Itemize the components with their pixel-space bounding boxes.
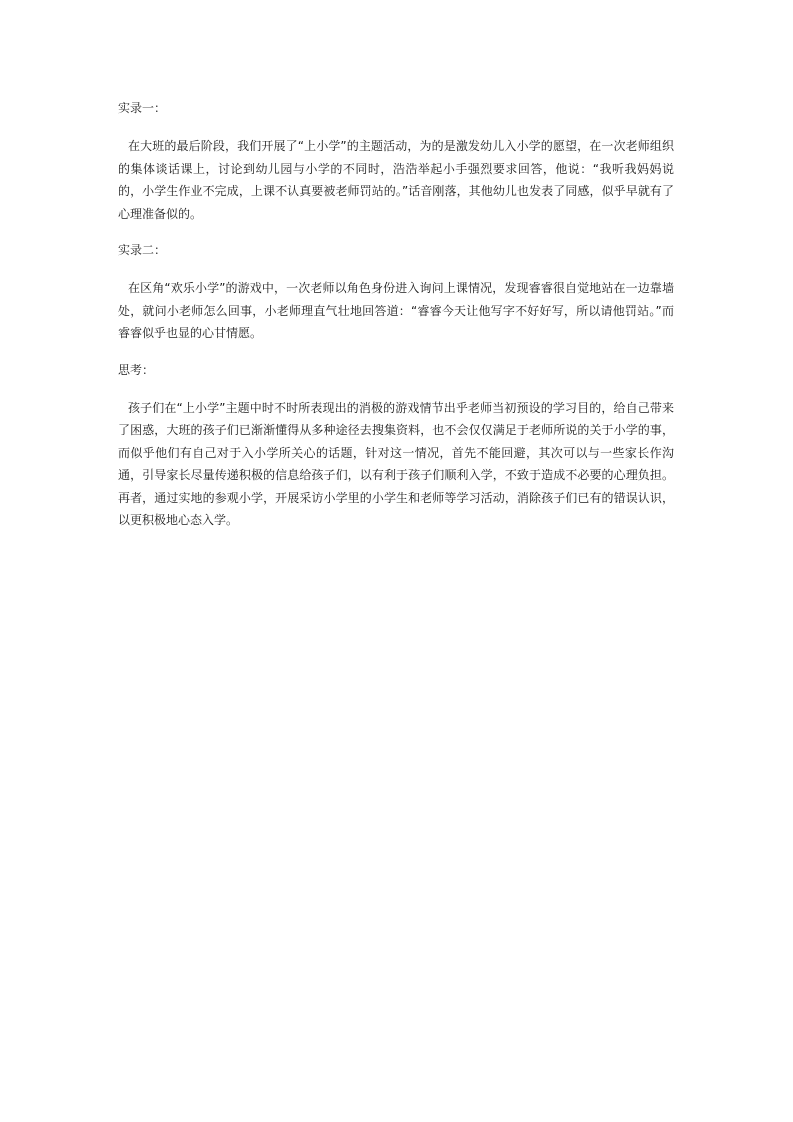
document-body [118, 97, 674, 532]
section-paragraph-record-one: 在大班的最后阶段，我们开展了“上小学”的主题活动，为的是激发幼儿入小学的愿望，在一次老师组织的集体谈话课上，讨论到幼儿园与小学的不同时，浩浩举起小手强烈要求回答，他说：“我听我妈妈说的，小学生作业不完成，上课不认真要被老师罚站的。”话音刚落，其他幼儿也发表了同感，似乎早就有了心理准备似的。 [118, 139, 674, 221]
section-paragraph-record-two: 在区角“欢乐小学”的游戏中，一次老师以角色身份进入询问上课情况，发现睿睿很自觉地站在一边靠墙处，就问小老师怎么回事，小老师理直气壮地回答道：“睿睿今天让他写字不好好写，所以请他罚站。”而睿睿似乎也显的心甘情愿。 [118, 281, 674, 340]
section-heading-reflection: 思考： [118, 362, 155, 377]
section-heading-record-two: 实录二： [118, 243, 167, 257]
section-heading-record-one: 实录一： [118, 101, 167, 115]
section-paragraph-reflection: 孩子们在“上小学”主题中时不时所表现出的消极的游戏情节出乎老师当初预设的学习目的，给自己带来了困惑，大班的孩子们已渐渐懂得从多种途径去搜集资料，也不会仅仅满足于老师所说的关于小学的事，而似乎他们有自己对于入小学所关心的话题，针对这一情况，首先不能回避，其次可以与一些家长作沟通，引导家长尽量传递积极的信息给孩子们，以有利于孩子们顺利入学，不致于造成不必要的心理负担。再者，通过实地的参观小学，开展采访小学里的小学生和老师等学习活动，消除孩子们已有的错误认识，以更积极地心态入学。 [118, 400, 674, 527]
